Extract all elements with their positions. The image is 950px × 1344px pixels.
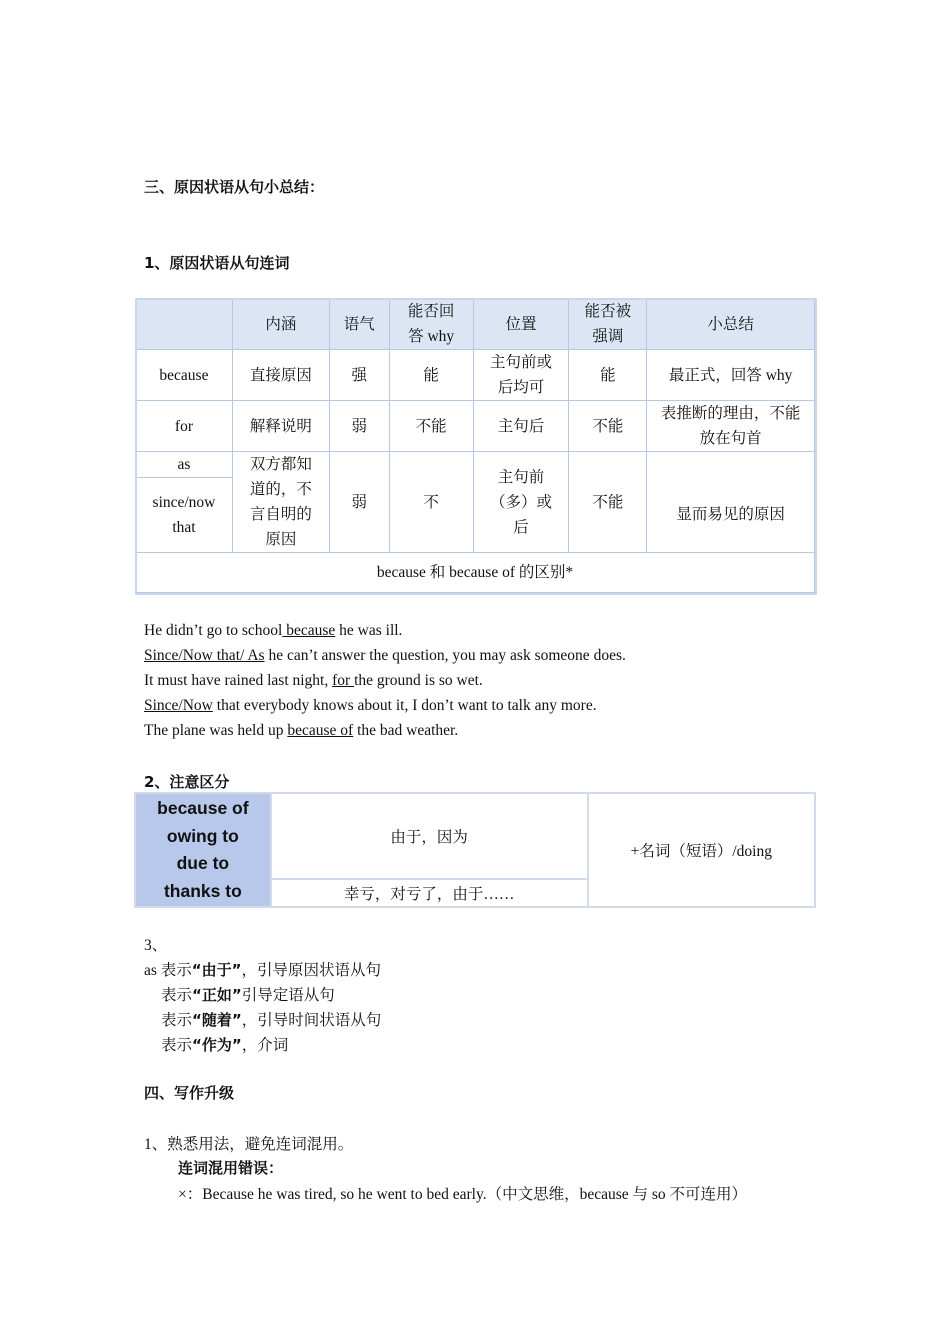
subsection-2-title: 2、注意区分 xyxy=(144,773,230,791)
cell-word: as xyxy=(136,452,233,478)
table-footer-row xyxy=(136,553,815,593)
distinction-table xyxy=(134,792,816,908)
cell-word: because xyxy=(136,350,233,401)
phrase-owing-to: owing to xyxy=(166,825,239,846)
header-why: 能否回 答 why xyxy=(389,299,473,350)
phrase-because-of: because of xyxy=(157,798,249,818)
header-tone: 语气 xyxy=(329,299,389,350)
cell-why: 不 xyxy=(389,452,473,553)
cell-tone: 弱 xyxy=(329,452,389,553)
cell-emphasis: 不能 xyxy=(569,452,647,553)
table-footer-note: because 和 because of 的区别* xyxy=(136,553,815,593)
table-row xyxy=(136,350,815,401)
phrase-thanks-to: thanks to xyxy=(163,880,242,901)
cell-position: 主句后 xyxy=(473,401,569,452)
cell-emphasis: 能 xyxy=(569,350,647,401)
writing-tip-subtitle: 连词混用错误： xyxy=(178,1159,284,1177)
cell-summary: 显而易见的原因 xyxy=(647,452,815,553)
as-usage-line: as 表示“由于”，引导原因状语从句 xyxy=(144,961,382,979)
example-sentence: The plane was held up because of the bad weather. xyxy=(144,722,459,739)
example-sentence: It must have rained last night, for the ground is so wet. xyxy=(144,672,483,689)
cell-summary: 表推断的理由，不能 放在句首 xyxy=(647,401,815,452)
table-header-row xyxy=(136,299,815,350)
header-summary: 小总结 xyxy=(647,299,815,350)
conjunction-table xyxy=(135,298,815,593)
cell-why: 能 xyxy=(389,350,473,401)
cell-emphasis: 不能 xyxy=(569,401,647,452)
phrase-list-cell xyxy=(135,793,271,907)
cell-meaning: 直接原因 xyxy=(232,350,329,401)
table-row xyxy=(136,452,815,478)
subsection-3-number: 3、 xyxy=(144,937,168,954)
writing-tip-item: 1、熟悉用法，避免连词混用。 xyxy=(144,1136,354,1153)
subsection-1-title: 1、原因状语从句连词 xyxy=(144,254,290,272)
as-usage-line: 表示“正如”引导定语从句 xyxy=(161,986,335,1004)
cell-why: 不能 xyxy=(389,401,473,452)
header-emphasis: 能否被 强调 xyxy=(569,299,647,350)
table-row xyxy=(136,401,815,452)
cell-tone: 强 xyxy=(329,350,389,401)
cell-summary: 最正式，回答 why xyxy=(647,350,815,401)
cell-position: 主句前 （多）或 后 xyxy=(473,452,569,553)
as-usage-line: 表示“作为”，介词 xyxy=(161,1036,289,1054)
section-3-title: 三、原因状语从句小总结： xyxy=(144,178,325,196)
header-empty xyxy=(136,299,233,350)
header-meaning: 内涵 xyxy=(232,299,329,350)
cell-meaning: 双方都知 道的，不 言自明的 原因 xyxy=(232,452,329,553)
phrase-due-to: due to xyxy=(176,853,230,873)
cell-tone: 弱 xyxy=(329,401,389,452)
cell-word: since/now that xyxy=(136,478,233,553)
meaning-cell: 由于，因为 xyxy=(271,793,588,879)
header-position: 位置 xyxy=(473,299,569,350)
as-usage-line: 表示“随着”，引导时间状语从句 xyxy=(161,1011,382,1029)
cell-word: for xyxy=(136,401,233,452)
cell-position: 主句前或 后均可 xyxy=(473,350,569,401)
section-4-title: 四、写作升级 xyxy=(144,1084,235,1102)
usage-cell: +名词（短语）/doing xyxy=(588,793,815,907)
cell-meaning: 解释说明 xyxy=(232,401,329,452)
table-row xyxy=(135,793,815,879)
example-sentence: He didn’t go to school because he was ill. xyxy=(144,622,403,639)
meaning-cell: 幸亏，对亏了，由于…… xyxy=(271,879,588,907)
wrong-example: ×：Because he was tired, so he went to bed early.（中文思维，because 与 so 不可连用） xyxy=(178,1186,748,1203)
example-sentence: Since/Now that/ As he can’t answer the question, you may ask someone does. xyxy=(144,647,626,664)
example-sentence: Since/Now that everybody knows about it, I don’t want to talk any more. xyxy=(144,697,597,714)
